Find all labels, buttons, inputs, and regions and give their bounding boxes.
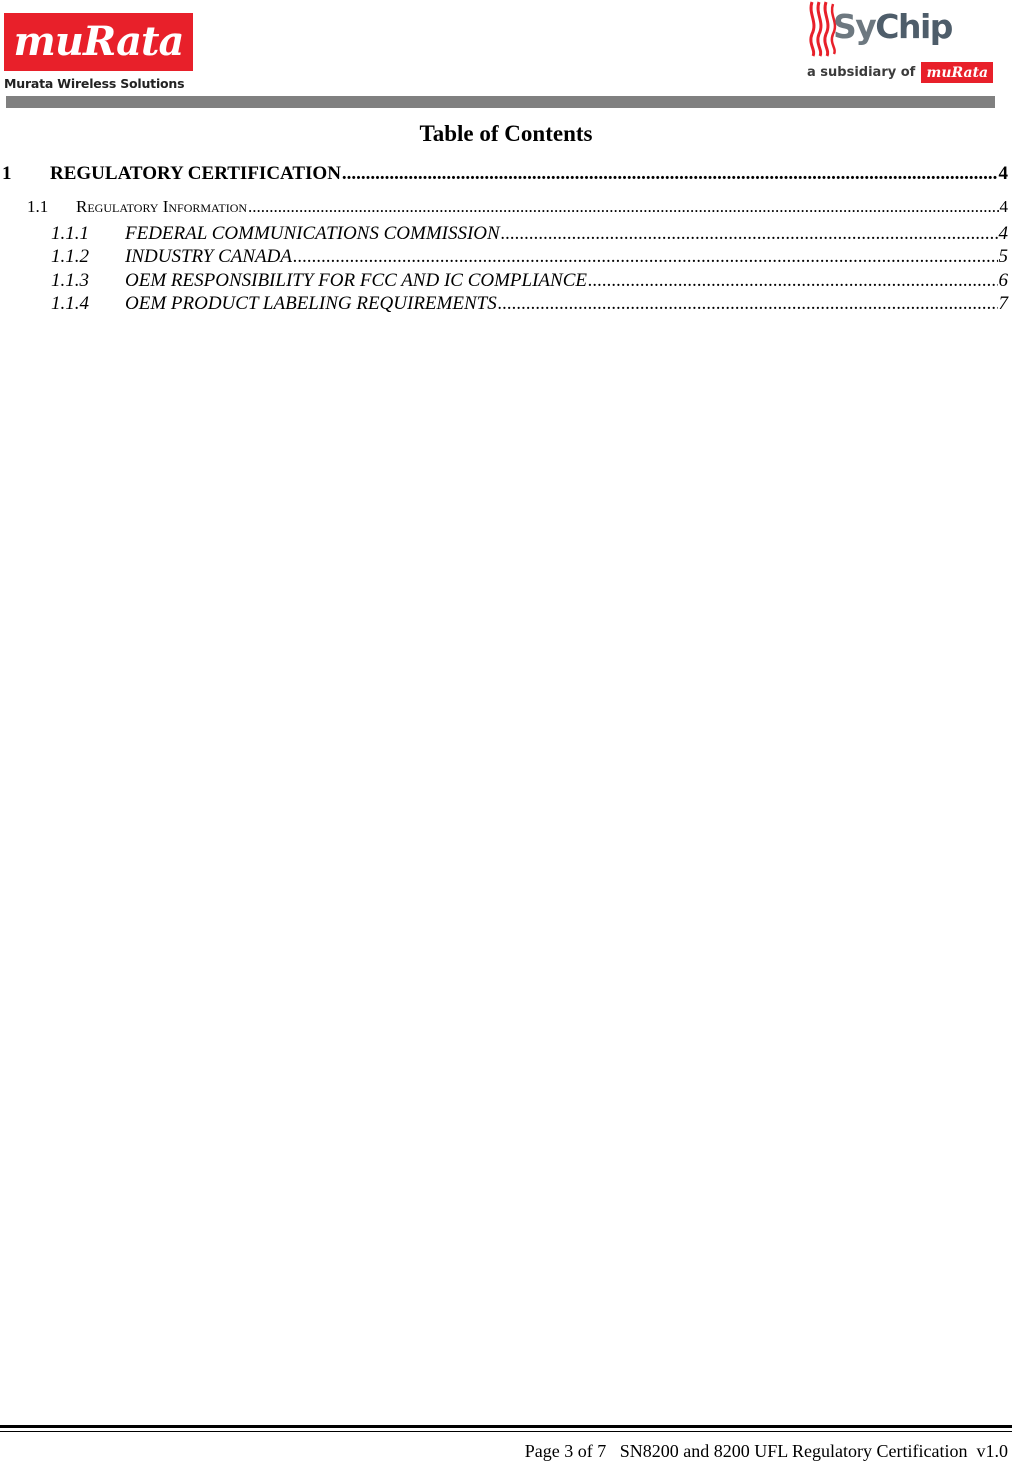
toc-entry-text: OEM PRODUCT LABELING REQUIREMENTS <box>125 293 497 314</box>
sychip-wordmark-chip: Chip <box>875 7 952 46</box>
mini-murata-wordmark: muRata <box>926 64 989 81</box>
toc-entry-number: 1.1 <box>27 197 49 216</box>
toc-entry-number: 1.1.2 <box>51 246 89 267</box>
toc-entry-text: REGULATORY CERTIFICATION <box>50 163 341 184</box>
sychip-wordmark-sy: Sy <box>833 7 876 46</box>
toc-entry-text: INDUSTRY CANADA <box>125 246 292 267</box>
toc-leader-dots <box>248 197 998 217</box>
subsidiary-text: a subsidiary of <box>807 65 916 80</box>
toc-leader-dots <box>501 223 998 245</box>
header-rule <box>6 96 995 108</box>
toc-entry-level3[interactable] <box>51 270 1008 292</box>
toc-entry-text: OEM RESPONSIBILITY FOR FCC AND IC COMPLIANCE <box>125 270 587 291</box>
murata-logo <box>4 13 194 91</box>
toc-entry-page: 4 <box>998 223 1008 244</box>
toc-entry-page: 4 <box>998 163 1008 184</box>
footer-document-title: SN8200 and 8200 UFL Regulatory Certification v1.0 <box>619 1441 1008 1461</box>
sychip-wordmark <box>833 7 952 46</box>
toc-entry-level1[interactable] <box>2 163 1008 185</box>
toc-leader-dots <box>498 293 998 315</box>
subsidiary-line <box>807 62 993 83</box>
toc-entry-number: 1.1.1 <box>51 223 89 244</box>
toc-entry-page: 5 <box>998 246 1008 267</box>
toc-entry-text: FEDERAL COMMUNICATIONS COMMISSION <box>125 223 500 244</box>
murata-logo-mark <box>4 13 193 71</box>
toc-entry-text: Regulatory Information <box>76 197 248 216</box>
page-footer <box>525 1441 1008 1462</box>
footer-rule-thin <box>0 1431 1012 1432</box>
toc-entry-level2[interactable] <box>27 197 1008 217</box>
toc-entry-level3[interactable] <box>51 246 1008 268</box>
toc-entry-number: 1.1.3 <box>51 270 89 291</box>
toc-leader-dots <box>588 270 998 292</box>
footer-page-number: Page 3 of 7 <box>524 1441 607 1461</box>
murata-logo-tagline: Murata Wireless Solutions <box>4 76 185 91</box>
toc-entry-page: 7 <box>998 293 1008 314</box>
toc-entry-page: 4 <box>999 197 1008 216</box>
footer-rule-thick <box>0 1425 1012 1428</box>
toc-entry-level3[interactable] <box>51 293 1008 315</box>
toc-title: Table of Contents <box>419 121 593 146</box>
toc-entry-number: 1.1.4 <box>51 293 89 314</box>
sychip-logo <box>805 0 995 88</box>
mini-murata-logo <box>921 62 993 83</box>
murata-logo-wordmark: muRata <box>13 18 184 65</box>
toc-leader-dots <box>293 246 998 268</box>
toc-entry-level3[interactable] <box>51 223 1008 245</box>
toc-entry-page: 6 <box>998 270 1008 291</box>
toc-entry-number: 1 <box>2 163 12 184</box>
toc-leader-dots <box>342 163 998 185</box>
